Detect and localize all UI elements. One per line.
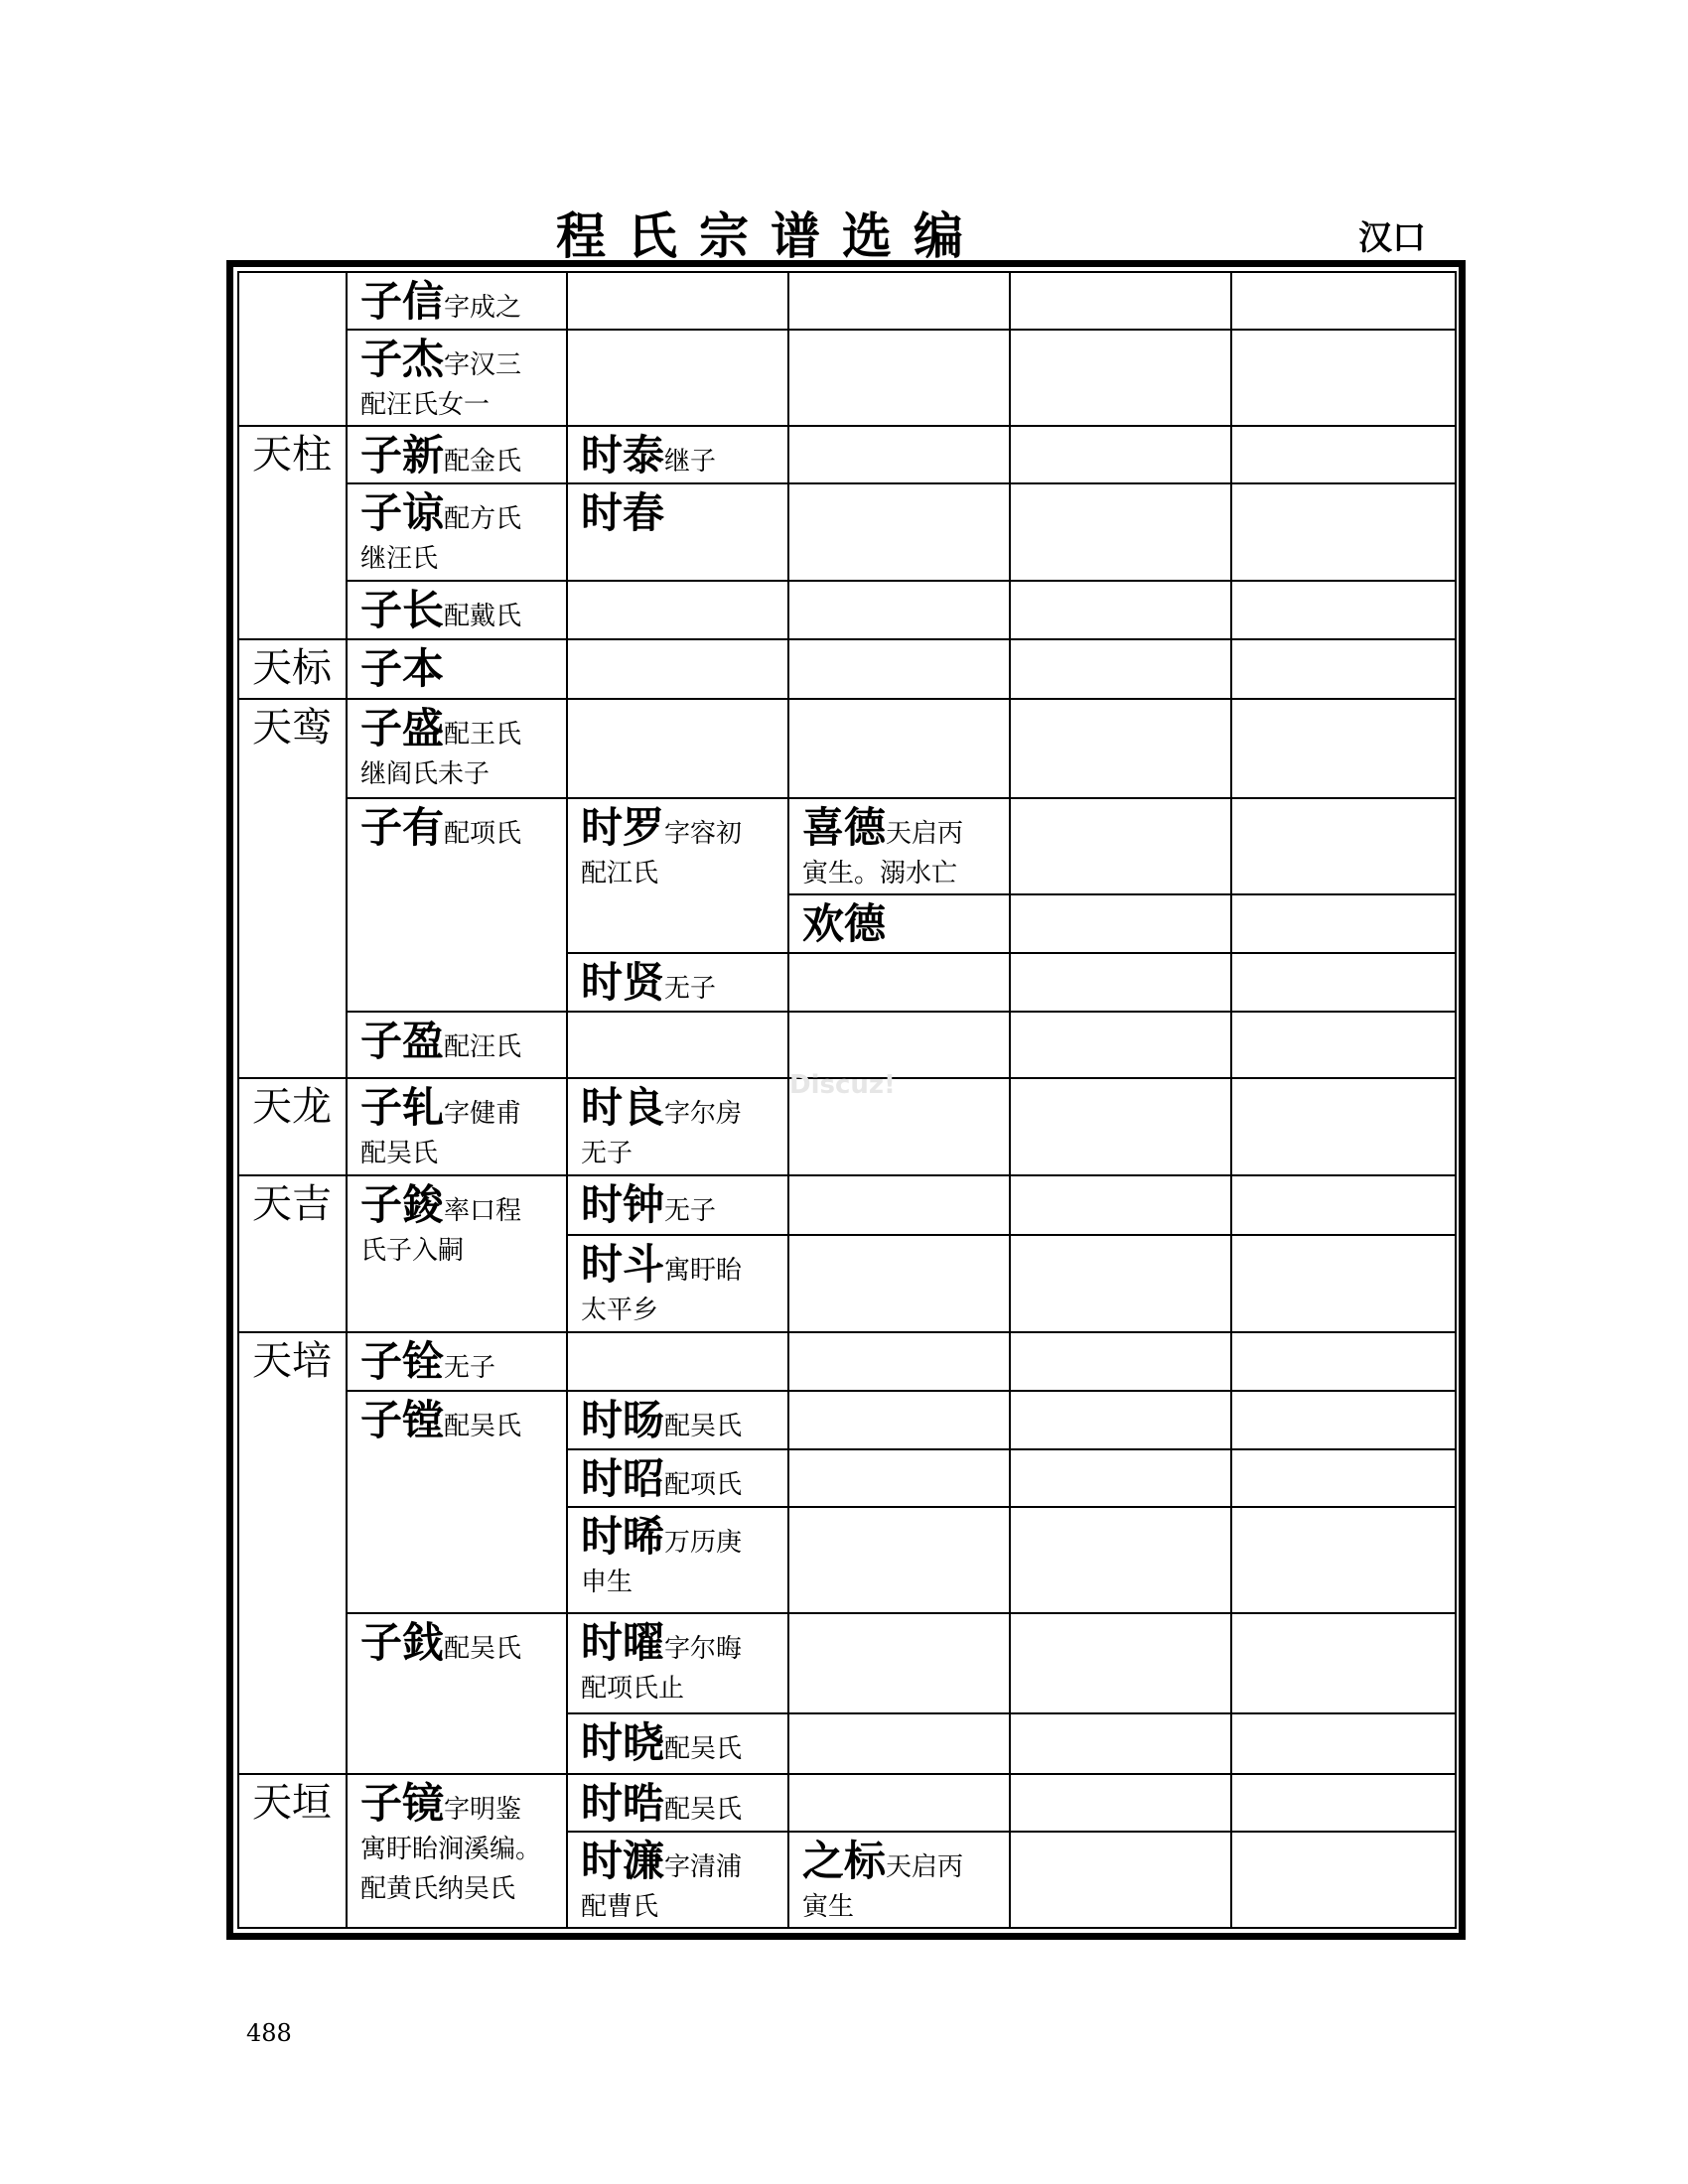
gen5-cell [1010, 330, 1231, 426]
person-note: 寓盱眙 [664, 1255, 743, 1286]
gen3-cell [567, 798, 788, 953]
gen1-cell [238, 426, 347, 638]
gen2-cell [347, 272, 567, 330]
person-note: 配项氏 [444, 818, 522, 849]
gen5-cell [1010, 1332, 1231, 1391]
gen3-cell [567, 639, 788, 699]
gen4-cell [788, 426, 1010, 483]
gen5-cell [1010, 1774, 1231, 1832]
table-row [238, 426, 1456, 483]
table-row [238, 272, 1456, 330]
person-note: 字明鉴 [444, 1794, 522, 1825]
person-name: 欢德 [802, 899, 887, 949]
gen4-cell [788, 1713, 1010, 1773]
gen1-cell [238, 1332, 347, 1774]
gen5-cell [1010, 581, 1231, 639]
person-name: 子新 [360, 431, 445, 480]
gen5-cell [1010, 798, 1231, 894]
person-note: 无子 [664, 974, 717, 1005]
gen6-cell [1231, 1391, 1456, 1449]
gen6-cell [1231, 1507, 1456, 1613]
person-name: 子鋑 [360, 1179, 445, 1229]
gen6-cell [1231, 1774, 1456, 1832]
person-note: 字尔房 [664, 1099, 743, 1130]
gen2-cell [347, 581, 567, 639]
person-note-2: 寅生 [802, 1891, 855, 1922]
person-name: 时斗 [581, 1239, 665, 1289]
gen1-name: 天垣 [252, 1779, 332, 1826]
person-note-2: 配曹氏 [581, 1891, 659, 1922]
gen1-cell [238, 1175, 347, 1332]
person-note: 字清浦 [664, 1851, 743, 1882]
gen3-cell [567, 1613, 788, 1713]
gen5-cell [1010, 483, 1231, 580]
person-name: 子轧 [360, 1083, 445, 1133]
gen3-cell [567, 1235, 788, 1332]
gen5-cell [1010, 1078, 1231, 1174]
gen6-cell [1231, 483, 1456, 580]
person-name: 时贤 [581, 958, 665, 1008]
gen4-cell [788, 1832, 1010, 1928]
gen6-cell [1231, 272, 1456, 330]
watermark: Discuz! [789, 1070, 896, 1100]
gen4-cell [788, 1507, 1010, 1613]
person-note: 万历庚 [664, 1528, 743, 1559]
person-name: 子信 [360, 277, 445, 326]
person-note-2: 申生 [581, 1568, 633, 1598]
gen4-cell [788, 1391, 1010, 1449]
person-name: 时钟 [581, 1179, 665, 1229]
gen6-cell [1231, 1235, 1456, 1332]
table-row [238, 1613, 1456, 1713]
person-note-2: 氏子入嗣 [360, 1235, 465, 1266]
person-note: 配王氏 [444, 719, 522, 750]
person-name: 子本 [360, 643, 445, 693]
gen3-cell [567, 1012, 788, 1078]
person-note: 字健甫 [444, 1099, 522, 1130]
gen4-cell [788, 798, 1010, 894]
person-note-2: 配江氏 [581, 858, 659, 888]
gen6-cell [1231, 1332, 1456, 1391]
table-row [238, 483, 1456, 580]
person-note: 无子 [444, 1352, 496, 1383]
person-name: 时泰 [581, 431, 665, 480]
person-note: 字汉三 [444, 350, 522, 381]
person-name: 时旸 [581, 1395, 665, 1444]
gen3-cell [567, 953, 788, 1012]
person-name: 子杰 [360, 335, 445, 384]
gen6-cell [1231, 426, 1456, 483]
gen4-cell [788, 639, 1010, 699]
person-name: 时昭 [581, 1453, 665, 1503]
table-row [238, 581, 1456, 639]
person-name: 之标 [802, 1836, 887, 1885]
person-name: 时良 [581, 1083, 665, 1133]
gen2-cell [347, 426, 567, 483]
gen3-cell [567, 426, 788, 483]
gen3-cell [567, 1332, 788, 1391]
gen5-cell [1010, 1449, 1231, 1507]
person-name: 子镜 [360, 1778, 445, 1828]
table-row [238, 1175, 1456, 1235]
gen4-cell [788, 581, 1010, 639]
gen3-cell [567, 330, 788, 426]
gen5-cell [1010, 426, 1231, 483]
person-name: 时晞 [581, 1512, 665, 1562]
person-note: 字尔晦 [664, 1634, 743, 1665]
gen5-cell [1010, 894, 1231, 953]
table-row [238, 330, 1456, 426]
genealogy-table [237, 271, 1457, 1929]
person-name: 子长 [360, 585, 445, 634]
gen6-cell [1231, 581, 1456, 639]
gen1-name: 天培 [252, 1337, 332, 1384]
table-row [238, 1774, 1456, 1832]
person-note: 率口程 [444, 1195, 522, 1226]
gen5-cell [1010, 1507, 1231, 1613]
person-note: 配吴氏 [664, 1794, 743, 1825]
gen4-cell [788, 1613, 1010, 1713]
person-name: 子盈 [360, 1017, 445, 1066]
gen5-cell [1010, 1175, 1231, 1235]
gen2-cell [347, 1774, 567, 1928]
gen4-cell [788, 330, 1010, 426]
gen6-cell [1231, 1175, 1456, 1235]
gen2-cell [347, 1391, 567, 1613]
gen6-cell [1231, 1832, 1456, 1928]
person-note: 配吴氏 [444, 1634, 522, 1665]
gen1-cell [238, 1774, 347, 1928]
gen5-cell [1010, 1391, 1231, 1449]
person-note: 无子 [664, 1195, 717, 1226]
gen5-cell [1010, 639, 1231, 699]
gen2-cell [347, 1012, 567, 1078]
gen3-cell [567, 272, 788, 330]
person-note-2: 太平乡 [581, 1295, 659, 1325]
person-name: 时濂 [581, 1836, 665, 1885]
gen4-cell [788, 1774, 1010, 1832]
table-row [238, 1332, 1456, 1391]
person-note: 配项氏 [664, 1469, 743, 1500]
person-note: 天启丙 [886, 818, 964, 849]
gen1-cell [238, 1078, 347, 1174]
person-name: 喜德 [802, 802, 887, 852]
gen2-cell [347, 798, 567, 1012]
person-name: 时曜 [581, 1618, 665, 1668]
gen2-cell [347, 1613, 567, 1773]
gen6-cell [1231, 1012, 1456, 1078]
person-note-2: 配吴氏 [360, 1139, 439, 1169]
person-note: 配吴氏 [664, 1734, 743, 1765]
gen3-cell [567, 1449, 788, 1507]
person-name: 时晓 [581, 1718, 665, 1768]
person-note: 配吴氏 [444, 1411, 522, 1441]
gen3-cell [567, 1713, 788, 1773]
gen6-cell [1231, 1713, 1456, 1773]
gen5-cell [1010, 1235, 1231, 1332]
gen4-cell [788, 699, 1010, 798]
gen2-cell [347, 1332, 567, 1391]
gen2-cell [347, 699, 567, 798]
table-row [238, 1391, 1456, 1449]
table-row [238, 699, 1456, 798]
gen1-cell [238, 272, 347, 426]
person-name: 子铨 [360, 1336, 445, 1386]
gen5-cell [1010, 1012, 1231, 1078]
gen5-cell [1010, 1832, 1231, 1928]
person-note-2: 寓盱眙涧溪编。 [360, 1834, 542, 1864]
gen6-cell [1231, 1078, 1456, 1174]
table-row [238, 639, 1456, 699]
gen5-cell [1010, 699, 1231, 798]
person-note: 字容初 [664, 818, 743, 849]
person-note: 配戴氏 [444, 601, 522, 631]
person-note: 配金氏 [444, 447, 522, 478]
gen1-name: 天吉 [252, 1180, 332, 1227]
gen3-cell [567, 1832, 788, 1928]
gen3-cell [567, 699, 788, 798]
gen5-cell [1010, 1713, 1231, 1773]
table-row [238, 798, 1456, 894]
gen6-cell [1231, 798, 1456, 894]
person-name: 子有 [360, 802, 445, 852]
page-number: 488 [246, 2019, 292, 2047]
gen4-cell [788, 1175, 1010, 1235]
gen2-cell [347, 330, 567, 426]
gen5-cell [1010, 1613, 1231, 1713]
person-name: 时晧 [581, 1778, 665, 1828]
person-note: 配方氏 [444, 504, 522, 535]
person-note-2: 配汪氏女一 [360, 390, 491, 421]
gen2-cell [347, 639, 567, 699]
person-name: 子鈛 [360, 1618, 445, 1668]
gen6-cell [1231, 894, 1456, 953]
table-row [238, 1012, 1456, 1078]
person-note: 配汪氏 [444, 1032, 522, 1063]
gen3-cell [567, 1391, 788, 1449]
gen2-cell [347, 1078, 567, 1174]
gen4-cell [788, 894, 1010, 953]
gen2-cell [347, 1175, 567, 1332]
person-note: 配吴氏 [664, 1411, 743, 1441]
person-note-2: 继阎氏未子 [360, 758, 491, 789]
gen3-cell [567, 1078, 788, 1174]
gen4-cell [788, 1235, 1010, 1332]
person-note: 继子 [664, 447, 717, 478]
gen6-cell [1231, 1449, 1456, 1507]
gen4-cell [788, 953, 1010, 1012]
gen6-cell [1231, 953, 1456, 1012]
person-note: 字成之 [444, 293, 522, 323]
person-name: 子镗 [360, 1395, 445, 1444]
gen6-cell [1231, 330, 1456, 426]
gen4-cell [788, 1332, 1010, 1391]
gen3-cell [567, 483, 788, 580]
gen6-cell [1231, 639, 1456, 699]
gen4-cell [788, 272, 1010, 330]
gen1-name: 天柱 [252, 432, 332, 478]
gen4-cell [788, 1012, 1010, 1078]
person-note-2: 寅生。溺水亡 [802, 858, 958, 888]
gen1-name: 天鸾 [252, 704, 332, 751]
gen4-cell [788, 483, 1010, 580]
person-name: 时罗 [581, 802, 665, 852]
gen1-name: 天标 [252, 644, 332, 691]
person-note-2: 无子 [581, 1139, 633, 1169]
gen3-cell [567, 1507, 788, 1613]
gen1-cell [238, 699, 347, 1079]
person-name: 子盛 [360, 703, 445, 752]
person-note-2: 继汪氏 [360, 544, 439, 575]
gen5-cell [1010, 953, 1231, 1012]
person-note-3: 配黄氏纳吴氏 [360, 1873, 516, 1904]
gen1-cell [238, 639, 347, 699]
gen3-cell [567, 1774, 788, 1832]
gen3-cell [567, 581, 788, 639]
page-title: 程氏宗谱选编 [556, 206, 985, 265]
place-label: 汉口 [1358, 218, 1426, 258]
person-name: 时春 [581, 488, 665, 538]
gen2-cell [347, 483, 567, 580]
person-note: 天启丙 [886, 1851, 964, 1882]
gen1-name: 天龙 [252, 1084, 332, 1131]
person-note-2: 配项氏止 [581, 1674, 685, 1705]
person-name: 子谅 [360, 488, 445, 538]
gen3-cell [567, 1175, 788, 1235]
gen6-cell [1231, 699, 1456, 798]
gen4-cell [788, 1449, 1010, 1507]
gen5-cell [1010, 272, 1231, 330]
gen6-cell [1231, 1613, 1456, 1713]
